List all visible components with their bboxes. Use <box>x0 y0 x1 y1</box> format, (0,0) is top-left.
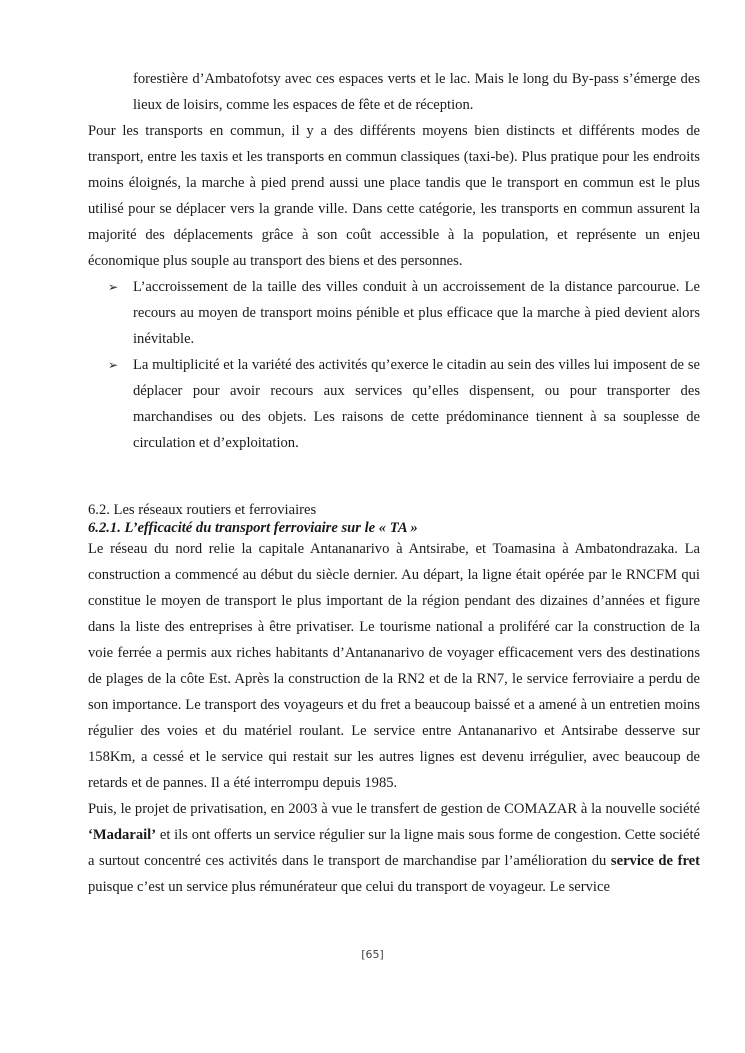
transport-paragraph: Pour les transports en commun, il y a des différents moyens bien distincts et différents modes de transport, entre les taxis et les transports en commun classiques (taxi-be). Plus pratique pour les endroits moins éloignés, la marche à pied prend aussi une place tandis que le transport en commun est le plus utilisé pour se déplacer vers la grande ville. Dans cette catégorie, les transports en commun assurent la majorité des déplacements grâce à son coût accessible à la population, et représente un enjeu économique plus souple au transport des biens et des personnes. <box>88 123 700 269</box>
intro-continuation: forestière d’Ambatofotsy avec ces espaces verts et le lac. Mais le long du By-pass s’émerge des lieux de loisirs, comme les espaces de fête et de réception. <box>133 71 700 113</box>
bullet-text: La multiplicité et la variété des activités qu’exerce le citadin au sein des villes lui imposent de se déplacer pour avoir recours aux services qu’elles dispensent, ou pour transporter des marchandises ou des objets. Les raisons de cette prédominance tiennent à sa souplesse de circulation et d’exploitation. <box>133 357 700 451</box>
page-number: [65] <box>361 948 384 961</box>
privatisation-paragraph <box>88 796 700 900</box>
company-name: ‘Madarail’ <box>88 827 157 843</box>
privatisation-text-1: Puis, le projet de privatisation, en 2003 à vue le transfert de gestion de COMAZAR à la nouvelle société <box>88 801 700 817</box>
arrow-bullet-icon: ➢ <box>108 358 119 372</box>
bullet-list <box>88 274 700 456</box>
rail-paragraph: Le réseau du nord relie la capitale Antananarivo à Antsirabe, et Toamasina à Ambatondrazaka. La construction a commencé au début du siècle dernier. Au départ, la ligne était opérée par le RNCFM qui constitue le moyen de transport le plus important de la région pendant des dizaines d’années et figure dans la liste des entreprises à être privatiser. Le tourisme national a proliféré car la construction de la voie ferrée a permis aux riches habitants d’Antananarivo de voyager efficacement vers des destinations de plages de la côte Est. Après la construction de la RN2 et de la RN7, le service ferroviaire a perdu de son importance. Le transport des voyageurs et du fret a beaucoup baissé et a amené à un entretien moins régulier des voies et du matériel roulant. Le service entre Antananarivo et Antsirabe desserve sur 158Km, a cessé et le service qui restait sur les autres lignes est devenu irrégulier, avec beaucoup de retards et de pannes. Il a été interrompu depuis 1985. <box>88 541 700 791</box>
bullet-text: L’accroissement de la taille des villes conduit à un accroissement de la distance parcourue. Le recours au moyen de transport moins pénible et plus efficace que la marche à pied devient alors inévitable. <box>133 279 700 347</box>
bullet-item <box>88 352 700 456</box>
document-page <box>88 66 700 900</box>
section-title: 6.2. Les réseaux routiers et ferroviaires <box>88 502 317 518</box>
subsection-title: 6.2.1. L’efficacité du transport ferroviaire sur le « TA » <box>88 520 418 536</box>
arrow-bullet-icon: ➢ <box>108 280 119 294</box>
section-spacer <box>88 456 700 500</box>
privatisation-text-2: et ils ont offerts un service régulier sur la ligne mais sous forme de congestion. Cette société a surtout concentré ces activités dans le transport de marchandise par l’amélioration du <box>88 827 700 869</box>
privatisation-text-3: puisque c’est un service plus rémunérateur que celui du transport de voyageur. Le service <box>88 879 610 895</box>
bullet-item <box>88 274 700 352</box>
emphasis-service-fret: service de fret <box>610 853 700 869</box>
